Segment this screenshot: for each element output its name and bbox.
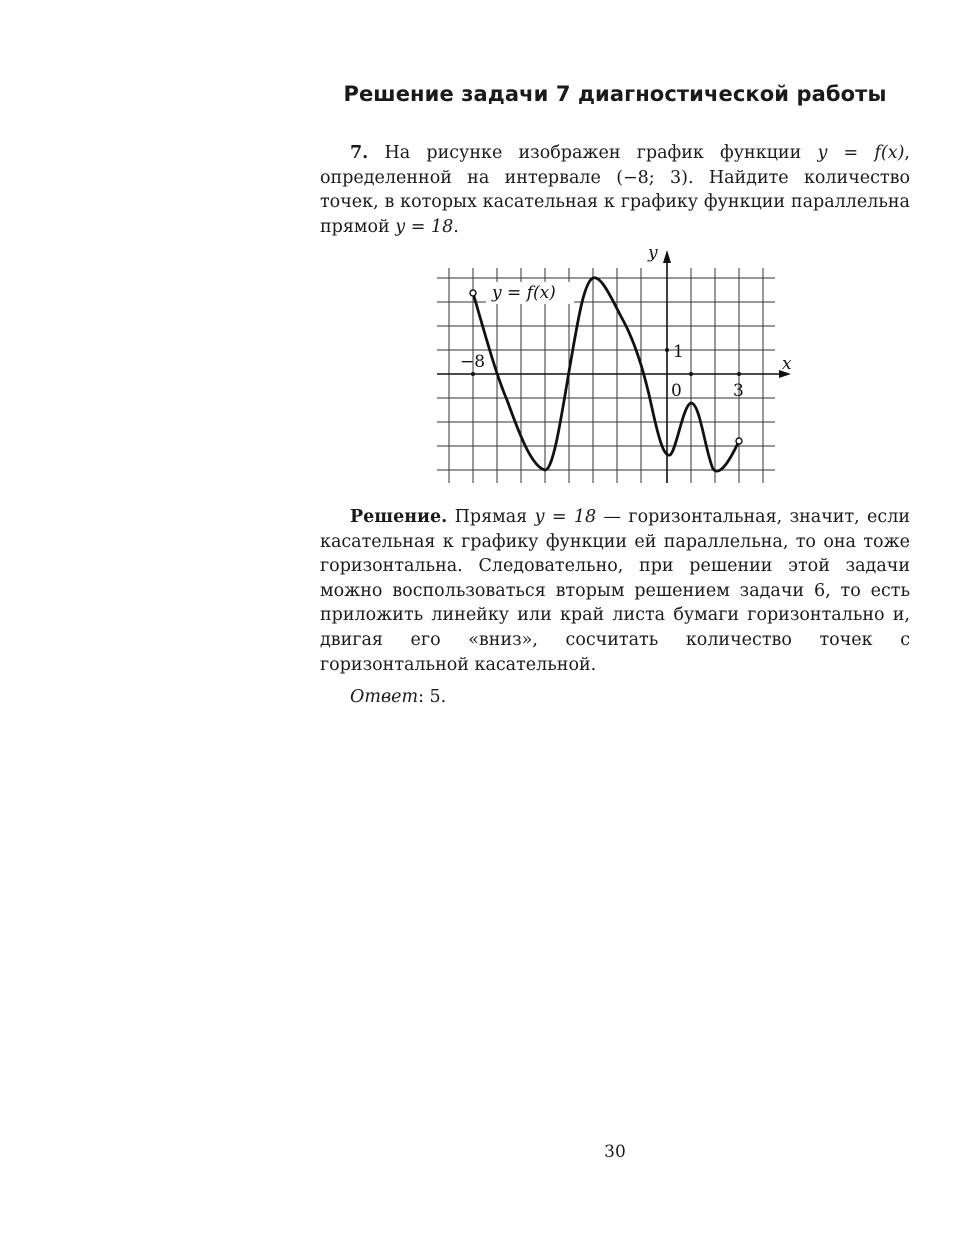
answer-value: : 5. — [418, 687, 447, 707]
open-endpoint-right — [736, 438, 742, 444]
solution-formula: y = 18 — [534, 507, 597, 527]
problem-text-1: На рисунке изображен график функции — [368, 143, 818, 163]
y-axis-label: y — [648, 243, 658, 263]
solution-text-1: Прямая — [447, 507, 535, 527]
function-label: y = f(x) — [492, 283, 556, 303]
problem-text-3: . Найдите количество точек, в которых касательная к графику функции параллельна прямой — [320, 167, 910, 237]
open-endpoint-left — [470, 290, 476, 296]
function-graph — [430, 240, 800, 490]
axis-ticks — [471, 348, 741, 376]
solution-text-2: — горизонтальная, значит, если касательная к графику функции ей параллельна, то она тоже горизонтальна. Следовательно, при решении этой задачи можно воспользоваться вторым решением задачи 6, то есть приложить линейку или край листа бумаги горизонтально и, двигая его «вниз», сосчитать количество точек с горизонтальной касательной. — [320, 507, 910, 675]
problem-formula-function: y = f(x) — [817, 143, 905, 163]
solution-label: Решение. — [350, 507, 448, 527]
tick-label-3: 3 — [733, 381, 744, 401]
problem-text-2: , определенной на интервале — [320, 143, 910, 188]
tick-label-minus8: −8 — [460, 352, 486, 372]
answer-label: Ответ — [350, 687, 419, 707]
x-axis-label: x — [782, 354, 792, 374]
solution-text — [320, 505, 910, 677]
tick-label-1: 1 — [673, 342, 684, 362]
page-number: 30 — [604, 1142, 626, 1162]
problem-number: 7. — [350, 143, 369, 163]
section-title: Решение задачи 7 диагностической работы — [343, 82, 887, 106]
problem-text — [320, 141, 910, 239]
problem-text-4: . — [453, 216, 459, 237]
problem-interval: (−8; 3) — [616, 167, 688, 188]
problem-formula-line: y = 18 — [395, 216, 454, 237]
tick-label-0: 0 — [671, 381, 682, 401]
answer-text — [320, 685, 910, 710]
